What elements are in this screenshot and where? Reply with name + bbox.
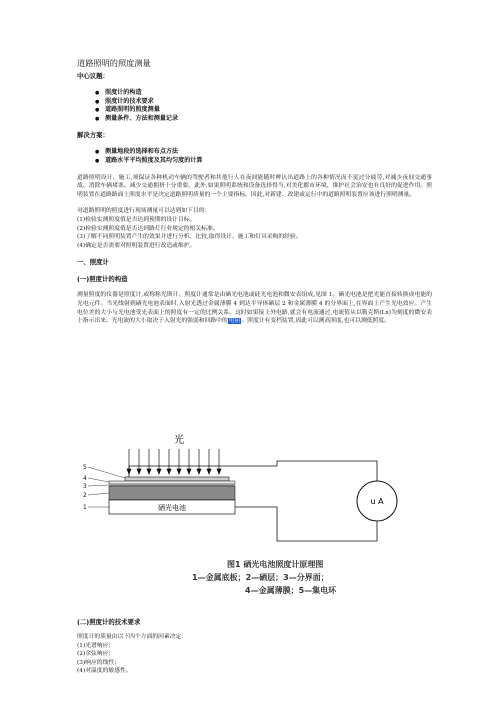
light-rays: [127, 449, 221, 474]
circuit-wire-right: [347, 461, 377, 481]
factor-item: (3)响应的线性；: [77, 659, 120, 666]
list-item: ● 照度计的技术要求: [95, 98, 432, 107]
label-3: 3: [83, 483, 87, 490]
subsection-heading: (二)照度计的技术要求: [77, 618, 141, 626]
factor-item: (4)对温度的敏感性。: [77, 668, 132, 675]
layer-number-labels: [83, 464, 87, 511]
subsection-heading: (一)照度计的构造: [77, 275, 128, 284]
factors-lead: 照度计的质量由以下四个方面的因素决定：: [77, 634, 188, 640]
list-item: ● 道路照明的照度测量: [95, 106, 432, 115]
purpose-item: (1)检验实测照度值是否达到预期的设计目标。: [77, 216, 196, 223]
cell-label: 硒光电池: [158, 504, 186, 512]
list-item: ● 照度计的构造: [95, 89, 432, 98]
figure-caption-line3: 4—金属薄膜；5—集电环: [245, 586, 337, 595]
center-heading: 中心议题：: [77, 72, 109, 80]
intro-paragraph: 道路照明设计、施工,须保证各种机动车辆的驾驶者和其他行人在夜间能随时辨认出道路上的各种情况而不觉过分疲劳,对减少夜间交通事故、消除车辆堵塞、减少交通拥挤十分重要。此外,如果照明系统和设备选择得当,对美化都市环境、维护社会治安也有良好的促进作用。照明装置在道路路面上照度水平是决定道路照明质量的一个主要指标。因此,对新建、改建或运行中的道路照明装置应该进行照明测量。: [77, 174, 432, 198]
section-heading: 一、照度计: [77, 258, 109, 267]
center-topic-list: [77, 89, 432, 123]
label-2: 2: [83, 492, 87, 499]
purpose-item: (2)检验实测照度值是否达到路灯行业规定的相关标准。: [77, 225, 219, 232]
resistance-link[interactable]: 电阻: [228, 318, 241, 325]
document-title: 道路照明的照度测量: [77, 58, 151, 68]
selenium-cell-diagram: [77, 431, 432, 611]
document-page: [77, 58, 432, 326]
figure-caption-line2: 1—金属底板；2—硒层；3—分界面；: [192, 573, 329, 582]
light-label: 光: [174, 435, 184, 446]
metal-film: [109, 481, 235, 484]
purpose-item: (4)确定是否需要对照明装置进行改造或维护。: [77, 242, 196, 249]
requirements-section: [77, 618, 432, 676]
selenium-layer: [109, 486, 235, 500]
list-item: ● 道路水平平均照度及其均匀度的计算: [95, 157, 432, 166]
solution-heading: 解决方案：: [77, 131, 109, 140]
purpose-lead: 对道路照明的照度进行现场测量可以达到如下目的：: [77, 208, 211, 215]
factor-item: (1)光谱响应；: [77, 642, 115, 649]
circuit-wire-bottom: [235, 507, 377, 541]
solution-list: [77, 148, 432, 165]
figure-1: [77, 431, 432, 611]
construction-paragraph: [77, 291, 432, 325]
label-1: 1: [83, 504, 87, 511]
label-4: 4: [83, 475, 87, 482]
label-5: 5: [83, 464, 87, 471]
factor-item: (2)余弦响应；: [77, 651, 115, 658]
list-item: ● 测量条件、方法和测量记录: [95, 115, 432, 124]
collector-ring: [125, 477, 229, 481]
interface-layer: [109, 484, 235, 486]
construction-text-a: 测量照度的仪器是照度计,或称称光斯计。照度计通常是由硒光电池或硅光电池和微安表组成,见图 1。硒光电池是把光能直接转换成电能的光电元件。当光线射到硒光电池表面时,入射光透过金属薄膜 4 到达半导体硒层 2 和金属薄膜 4 的分界面上,在界面上产生光电效应。产生电位差的大小与光电池受光表面上的照度有一定的比例关系。这时如果接上外电路,就会有电流通过,电流值从以勒克斯(Lx)为刻度的微安表上指示出来。光电流的大小取决于入射光的强弱和回路中的: [77, 292, 432, 325]
circuit-wire-top: [129, 461, 347, 477]
figure-caption-title: 图1 硒光电池照度计原理图: [227, 560, 324, 569]
construction-text-b: 。照度计有变档装置,因此可以测高照度,也可以测低照度。: [241, 318, 390, 325]
meter-label: u A: [370, 497, 384, 506]
list-item: ● 测量地段的选择和布点方法: [95, 148, 432, 157]
purpose-item: (3)了解不同照明装置产生的效果并进行分析、比较,取得设计、施工和灯具采购的经验。: [77, 234, 302, 241]
